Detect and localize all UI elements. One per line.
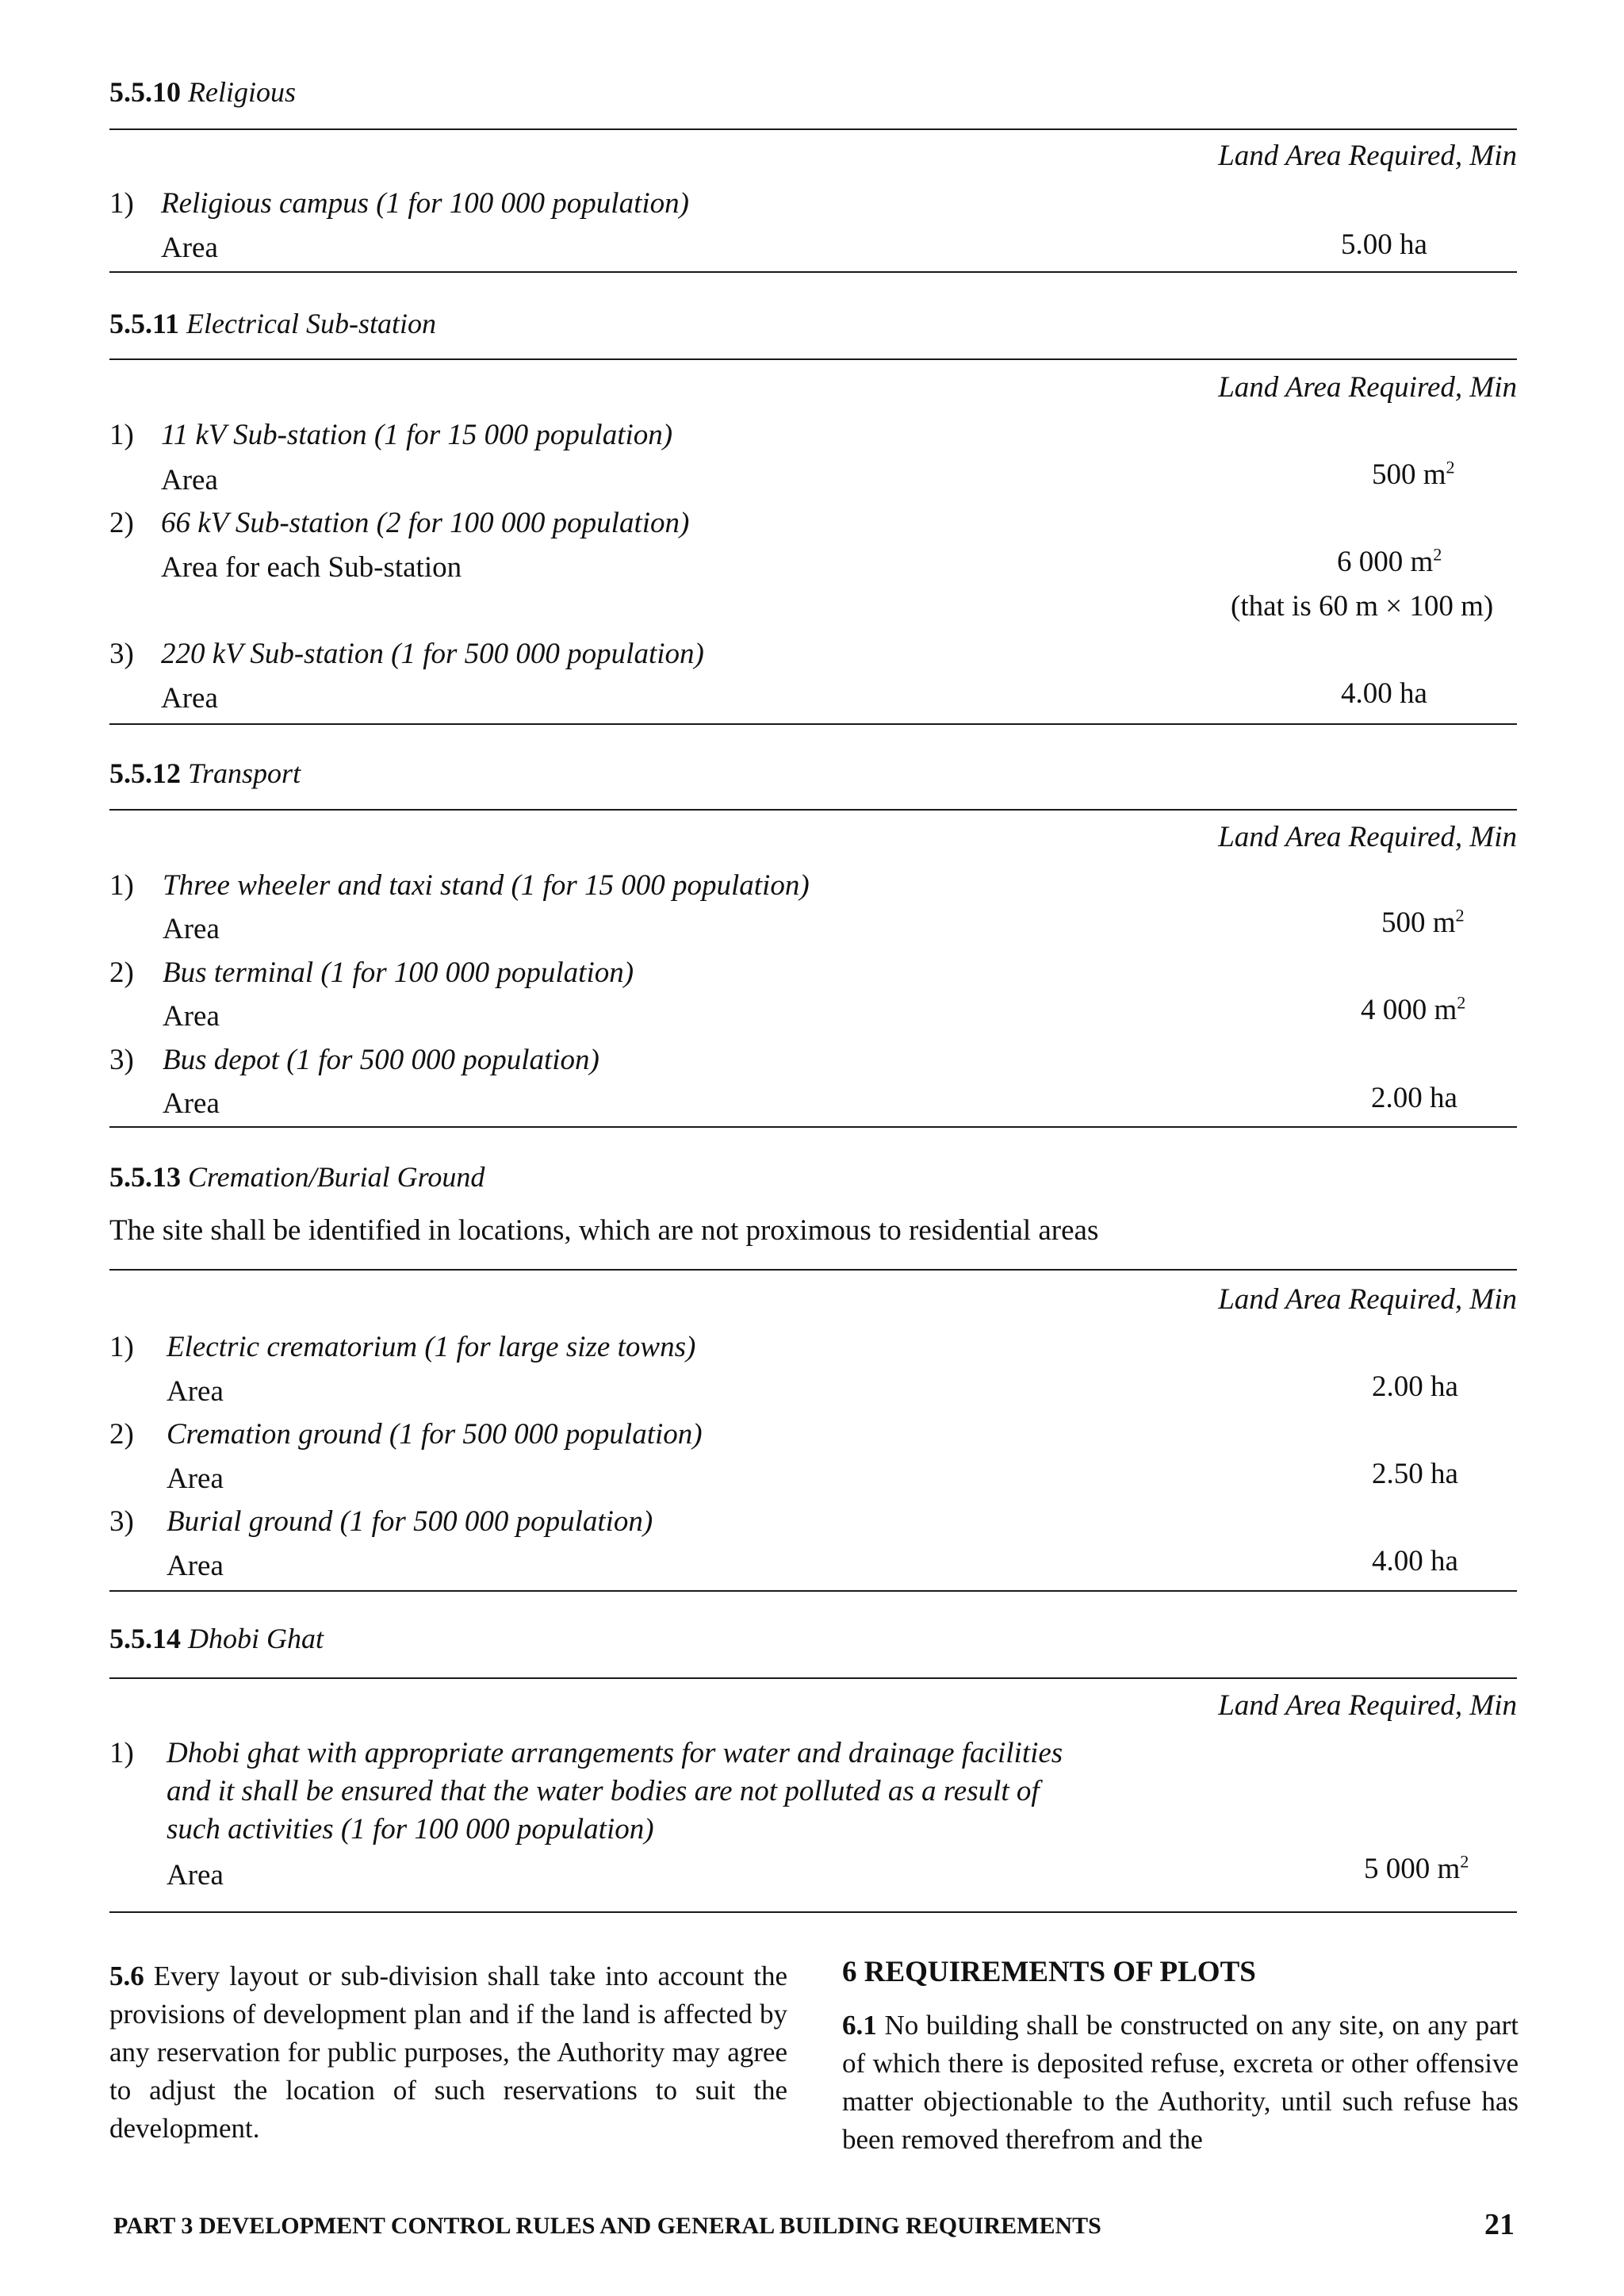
- item-value: 4.00 ha: [1372, 1545, 1458, 1577]
- item-value: 2.00 ha: [1371, 1082, 1457, 1114]
- section-number: 5.5.14: [109, 1623, 181, 1654]
- column-header: Land Area Required, Min: [1218, 821, 1517, 853]
- section-number: 5.5.11: [109, 308, 180, 339]
- item-number: 1): [109, 869, 134, 902]
- section-title: Dhobi Ghat: [188, 1623, 324, 1654]
- table-top-rule: [109, 1677, 1517, 1679]
- item-label: Area: [163, 913, 220, 945]
- paragraph-5-6: [109, 1957, 787, 2148]
- item-number: 3): [109, 638, 134, 670]
- paragraph-6-1: [842, 2007, 1519, 2159]
- item-label: Area: [161, 464, 218, 496]
- item-value: 6 000 $m^2$: [1337, 544, 1442, 578]
- section-title: Cremation/Burial Ground: [188, 1161, 485, 1193]
- item-value: 2.50 ha: [1372, 1458, 1458, 1490]
- item-title: Cremation ground (1 for 500 000 population): [167, 1418, 703, 1451]
- column-header: Land Area Required, Min: [1218, 371, 1517, 404]
- item-label: Area for each Sub-station: [161, 551, 462, 584]
- item-number: 2): [109, 956, 134, 989]
- table-bottom-rule: [109, 271, 1517, 273]
- item-label: Area: [161, 682, 218, 715]
- item-title: Bus depot (1 for 500 000 population): [163, 1044, 599, 1076]
- item-label: Area: [163, 1000, 220, 1033]
- item-label: Area: [163, 1087, 220, 1120]
- item-value: 5.00 ha: [1341, 228, 1427, 261]
- item-number: 2): [109, 507, 134, 539]
- section-number: 5.5.10: [109, 76, 181, 108]
- table-bottom-rule: [109, 1911, 1517, 1913]
- item-number: 3): [109, 1505, 134, 1538]
- item-number: 1): [109, 419, 134, 451]
- item-value: 500 $m^2$: [1381, 905, 1465, 939]
- item-label: Area: [167, 1550, 224, 1582]
- paragraph-number: 5.6: [109, 1961, 144, 1991]
- section-heading-5-5-13: [109, 1163, 485, 1191]
- section-intro: The site shall be identified in locations, which are not proximous to residential areas: [109, 1214, 1099, 1247]
- item-title: 220 kV Sub-station (1 for 500 000 population): [161, 638, 704, 670]
- section-number: 5.5.13: [109, 1161, 181, 1193]
- item-number: 3): [109, 1044, 134, 1076]
- item-label: Area: [167, 1859, 224, 1892]
- column-header: Land Area Required, Min: [1218, 1689, 1517, 1722]
- section-heading-5-5-10: [109, 78, 296, 106]
- table-top-rule: [109, 1269, 1517, 1271]
- table-top-rule: [109, 128, 1517, 130]
- item-title-line: Dhobi ghat with appropriate arrangements for water and drainage facilities: [167, 1737, 1063, 1769]
- item-label: Area: [161, 232, 218, 264]
- table-top-rule: [109, 809, 1517, 811]
- item-number: 2): [109, 1418, 134, 1451]
- item-value: 4 000 $m^2$: [1361, 992, 1466, 1026]
- section-6-heading: 6 REQUIREMENTS OF PLOTS: [842, 1956, 1256, 1988]
- item-number: 1): [109, 187, 134, 220]
- item-title: 66 kV Sub-station (2 for 100 000 population): [161, 507, 690, 539]
- item-title: Three wheeler and taxi stand (1 for 15 000 population): [163, 869, 810, 902]
- item-title: 11 kV Sub-station (1 for 15 000 population): [161, 419, 673, 451]
- paragraph-text: Every layout or sub-division shall take into account the provisions of development plan and if the land is affected by any reservation for public purposes, the Authority may agree to adjust the location of such reservations to suit the development.: [109, 1961, 787, 2144]
- item-title: Burial ground (1 for 500 000 population): [167, 1505, 653, 1538]
- table-top-rule: [109, 358, 1517, 360]
- item-number: 1): [109, 1737, 134, 1769]
- item-value: 5 000 $m^2$: [1364, 1851, 1469, 1885]
- item-number: 1): [109, 1331, 134, 1363]
- page-footer-text: PART 3 DEVELOPMENT CONTROL RULES AND GENERAL BUILDING REQUIREMENTS: [113, 2213, 1101, 2239]
- item-value: 500 $m^2$: [1372, 457, 1455, 491]
- item-title: Bus terminal (1 for 100 000 population): [163, 956, 634, 989]
- item-title: Electric crematorium (1 for large size towns): [167, 1331, 696, 1363]
- table-bottom-rule: [109, 723, 1517, 725]
- item-value: 4.00 ha: [1341, 677, 1427, 710]
- item-title: Religious campus (1 for 100 000 population): [161, 187, 689, 220]
- item-title-line: such activities (1 for 100 000 population): [167, 1813, 654, 1846]
- item-value: 2.00 ha: [1372, 1370, 1458, 1403]
- paragraph-text: No building shall be constructed on any site, on any part of which there is deposited refuse, excreta or other offensive matter objectionable to the Authority, until such refuse has been removed therefrom and the: [842, 2010, 1519, 2155]
- item-title-line: and it shall be ensured that the water bodies are not polluted as a result of: [167, 1775, 1040, 1807]
- page-number: 21: [1484, 2208, 1515, 2241]
- section-title: Religious: [188, 76, 296, 108]
- section-heading-5-5-14: [109, 1624, 324, 1653]
- paragraph-number: 6.1: [842, 2010, 877, 2041]
- section-number: 5.5.12: [109, 757, 181, 789]
- item-note: (that is 60 m × 100 m): [1231, 590, 1494, 623]
- section-title: Transport: [188, 757, 301, 789]
- table-bottom-rule: [109, 1126, 1517, 1128]
- column-header: Land Area Required, Min: [1218, 1283, 1517, 1316]
- table-bottom-rule: [109, 1590, 1517, 1592]
- item-label: Area: [167, 1375, 224, 1408]
- section-heading-5-5-11: [109, 309, 436, 338]
- column-header: Land Area Required, Min: [1218, 140, 1517, 172]
- section-heading-5-5-12: [109, 759, 301, 788]
- item-label: Area: [167, 1462, 224, 1495]
- section-title: Electrical Sub-station: [186, 308, 436, 339]
